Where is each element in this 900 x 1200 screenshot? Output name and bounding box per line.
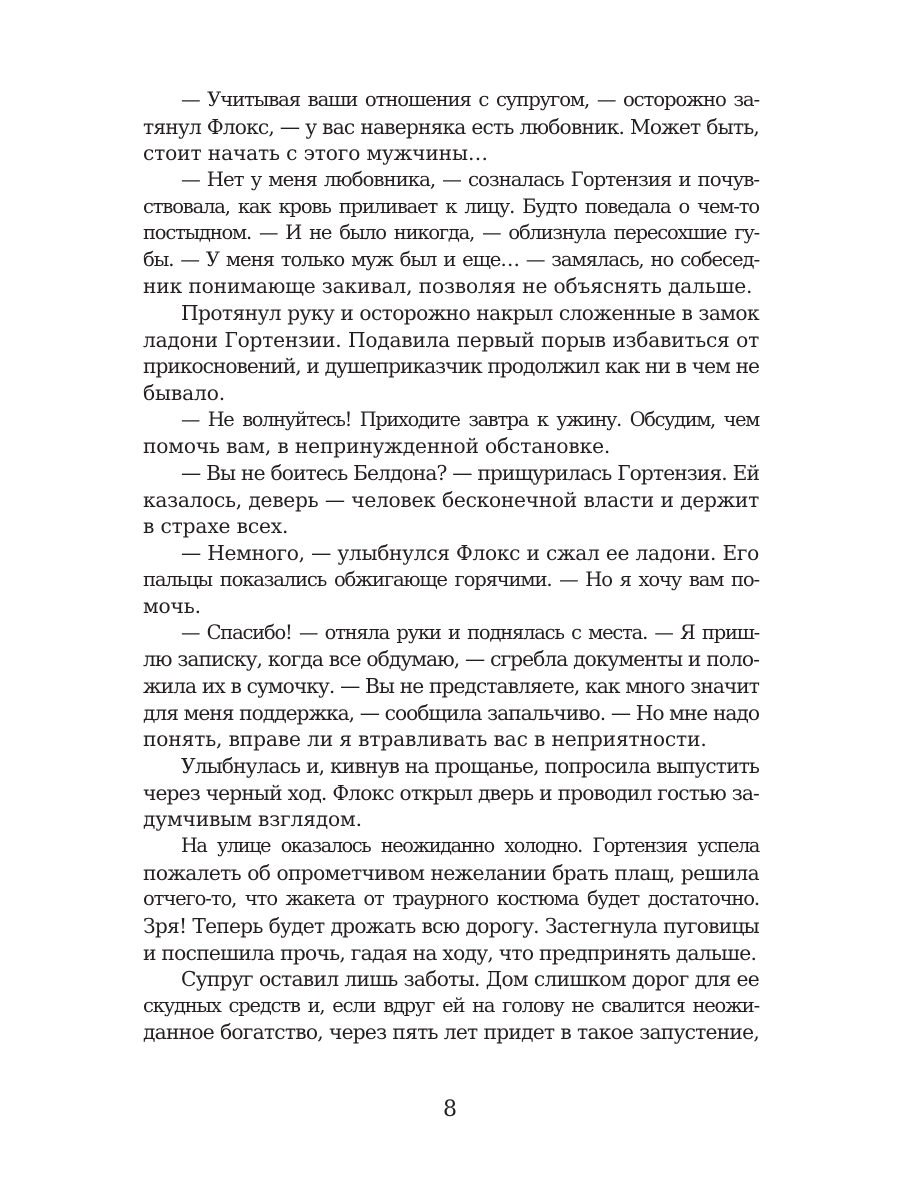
text-line: для меня поддержка, — сообщила запальчиво. — Но мне надо: [143, 700, 759, 725]
text-line: жила их в сумочку. — Вы не представляете, как много значит: [143, 674, 759, 699]
paragraph: [143, 753, 759, 833]
text-line: Супруг оставил лишь заботы. Дом слишком дорог для ее: [181, 967, 759, 992]
paragraph: [143, 620, 759, 753]
text-line: тянул Флокс, — у вас наверняка есть любовник. Может быть,: [143, 114, 759, 139]
text-line: Улыбнулась и, кивнув на прощанье, попросила выпустить: [181, 754, 759, 779]
page-number: 8: [443, 1097, 457, 1122]
text-line: ник понимающе закивал, позволяя не объяснять дальше.: [143, 274, 753, 299]
text-line: отчего-то, что жакета от траурного костюма будет достаточно.: [143, 887, 759, 911]
text-line: данное богатство, через пять лет придет в такое запустение,: [143, 1020, 759, 1045]
paragraph: [143, 540, 759, 620]
text-line: ладони Гортензии. Подавила первый порыв избавиться от: [143, 327, 759, 352]
text-line: понять, вправе ли я втравливать вас в неприятности.: [143, 727, 707, 752]
text-line: через черный ход. Флокс открыл дверь и проводил гостью за-: [143, 780, 759, 805]
text-line: На улице оказалось неожиданно холодно. Гортензия успела: [181, 833, 759, 857]
text-line: — Спасибо! — отняла руки и поднялась с места. — Я приш-: [181, 620, 759, 644]
text-line: — Учитывая ваши отношения с супругом, — осторожно за-: [181, 88, 759, 111]
text-line: мочь.: [143, 594, 201, 619]
text-line: прикосновений, и душеприказчик продолжил как ни в чем не: [143, 354, 759, 379]
body-text: [143, 87, 759, 1046]
text-line: ствовала, как кровь приливает к лицу. Будто поведала о чем-то: [143, 194, 759, 218]
text-line: в страхе всех.: [143, 514, 289, 539]
text-line: — Немного, — улыбнулся Флокс и сжал ее ладони. Его: [181, 540, 759, 565]
text-line: скудных средств и, если вдруг ей на голову не свалится неожи-: [143, 993, 759, 1017]
text-line: бывало.: [143, 381, 225, 406]
text-line: постыдном. — И не было никогда, — облизнула пересохшие гу-: [143, 221, 759, 245]
text-line: помочь вам, в непринужденной обстановке.: [143, 434, 611, 459]
text-line: и поспешила прочь, гадая на ходу, что предпринять дальше.: [143, 940, 757, 965]
text-line: — Нет у меня любовника, — созналась Гортензия и почув-: [181, 167, 759, 191]
paragraph: [143, 167, 759, 300]
paragraph: [143, 966, 759, 1046]
text-line: лю записку, когда все обдумаю, — сгребла документы и поло-: [143, 647, 759, 672]
text-line: — Не волнуйтесь! Приходите завтра к ужину. Обсудим, чем: [181, 407, 759, 431]
text-line: пальцы показались обжигающе горячими. — Но я хочу вам по-: [143, 567, 759, 591]
text-line: стоит начать с этого мужчины…: [143, 141, 488, 166]
text-line: Зря! Теперь будет дрожать всю дорогу. Застегнула пуговицы: [143, 913, 759, 938]
text-line: думчивым взглядом.: [143, 807, 362, 832]
paragraph: [143, 460, 759, 540]
paragraph: [143, 300, 759, 407]
paragraph: [143, 833, 759, 966]
text-line: казалось, деверь — человек бесконечной власти и держит: [143, 487, 759, 512]
paragraph: [143, 87, 759, 167]
text-line: — Вы не боитесь Белдона? — прищурилась Гортензия. Ей: [181, 460, 759, 485]
paragraph: [143, 407, 759, 460]
text-line: Протянул руку и осторожно накрыл сложенные в замок: [181, 301, 759, 326]
text-line: бы. — У меня только муж был и еще… — замялась, но собесед-: [143, 247, 759, 271]
text-line: пожалеть об опрометчивом нежелании брать плащ, решила: [143, 860, 759, 885]
